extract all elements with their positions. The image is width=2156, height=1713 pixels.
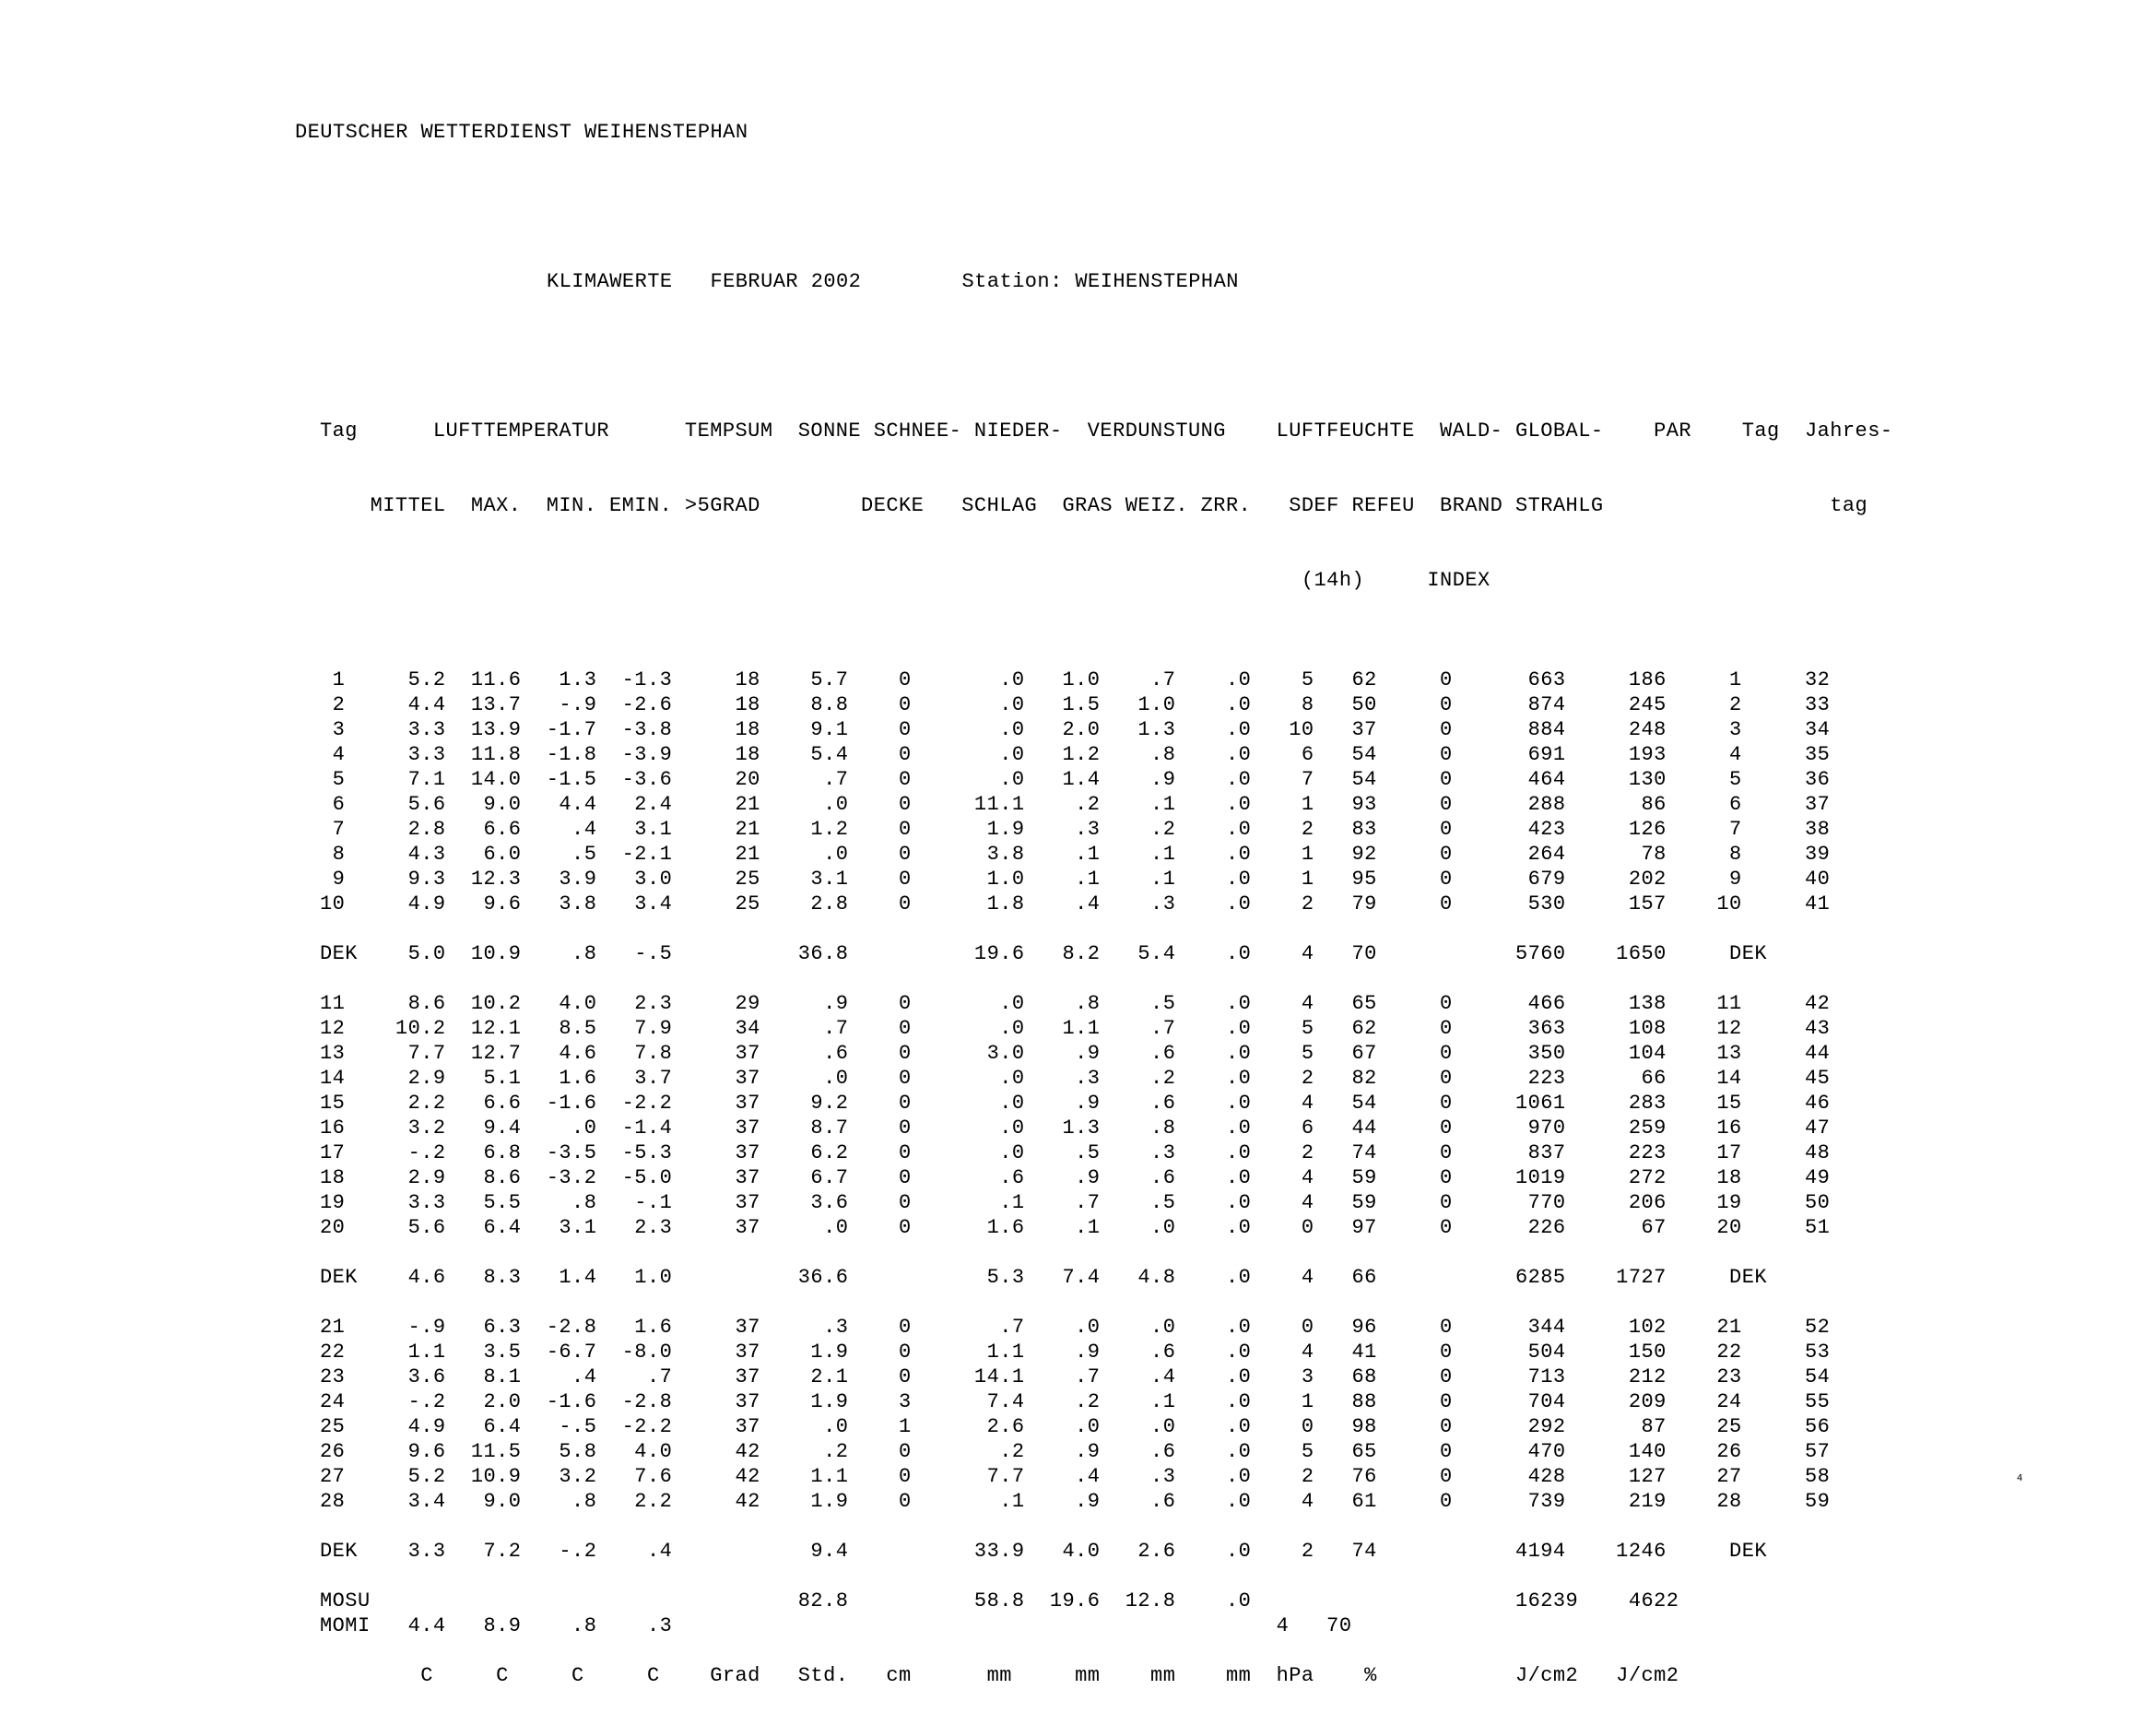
table-row: 17 -.2 6.8 -3.5 -5.3 37 6.2 0 .0 .5 .3 .0 2 74 0 837 223 17 48 bbox=[320, 1141, 1831, 1164]
table-row: 12 10.2 12.1 8.5 7.9 34 .7 0 .0 1.1 .7 .0 5 62 0 363 108 12 43 bbox=[320, 1017, 1831, 1040]
table-row: 18 2.9 8.6 -3.2 -5.0 37 6.7 0 .6 .9 .6 .0 4 59 0 1019 272 18 49 bbox=[320, 1166, 1831, 1189]
table-row: 16 3.2 9.4 .0 -1.4 37 8.7 0 .0 1.3 .8 .0 6 44 0 970 259 16 47 bbox=[320, 1116, 1831, 1140]
table-row: 24 -.2 2.0 -1.6 -2.8 37 1.9 3 7.4 .2 .1 .0 1 88 0 704 209 24 55 bbox=[320, 1390, 1831, 1413]
table-row: 6 5.6 9.0 4.4 2.4 21 .0 0 11.1 .2 .1 .0 1 93 0 288 86 6 37 bbox=[320, 793, 1831, 816]
table-row: 14 2.9 5.1 1.6 3.7 37 .0 0 .0 .3 .2 .0 2 82 0 223 66 14 45 bbox=[320, 1067, 1831, 1090]
table-row: 19 3.3 5.5 .8 -.1 37 3.6 0 .1 .7 .5 .0 4 59 0 770 206 19 50 bbox=[320, 1191, 1831, 1214]
table-row: 28 3.4 9.0 .8 2.2 42 1.9 0 .1 .9 .6 .0 4 61 0 739 219 28 59 bbox=[320, 1490, 1831, 1513]
column-header-row: MITTEL MAX. MIN. EMIN. >5GRAD DECKE SCHLAG GRAS WEIZ. ZRR. SDEF REFEU BRAND STRAHLG tag bbox=[320, 494, 1868, 517]
climate-report bbox=[295, 70, 1893, 1713]
table-row: 10 4.9 9.6 3.8 3.4 25 2.8 0 1.8 .4 .3 .0 2 79 0 530 157 10 41 bbox=[320, 892, 1831, 916]
table-row: 9 9.3 12.3 3.9 3.0 25 3.1 0 1.0 .1 .1 .0 1 95 0 679 202 9 40 bbox=[320, 868, 1831, 891]
table-row: 5 7.1 14.0 -1.5 -3.6 20 .7 0 .0 1.4 .9 .0 7 54 0 464 130 5 36 bbox=[320, 768, 1831, 791]
table-row: 4 3.3 11.8 -1.8 -3.9 18 5.4 0 .0 1.2 .8 .0 6 54 0 691 193 4 35 bbox=[320, 743, 1831, 766]
data-table bbox=[295, 643, 1893, 1688]
table-row: 13 7.7 12.7 4.6 7.8 37 .6 0 3.0 .9 .6 .0 5 67 0 350 104 13 44 bbox=[320, 1042, 1831, 1065]
page-corner-mark: 4 bbox=[2017, 1473, 2023, 1483]
table-row: 8 4.3 6.0 .5 -2.1 21 .0 0 3.8 .1 .1 .0 1 92 0 264 78 8 39 bbox=[320, 843, 1831, 866]
table-row: 21 -.9 6.3 -2.8 1.6 37 .3 0 .7 .0 .0 .0 0 96 0 344 102 21 52 bbox=[320, 1316, 1831, 1339]
blank-line bbox=[320, 966, 1893, 991]
blank-line bbox=[320, 1240, 1893, 1265]
institution-title: DEUTSCHER WETTERDIENST WEIHENSTEPHAN bbox=[295, 121, 748, 144]
blank-line bbox=[295, 195, 1893, 219]
report-title: KLIMAWERTE FEBRUAR 2002 Station: WEIHENSTEPHAN bbox=[547, 270, 1239, 293]
column-header-row: Tag LUFTTEMPERATUR TEMPSUM SONNE SCHNEE- NIEDER- VERDUNSTUNG LUFTFEUCHTE WALD- GLOBAL- PAR Tag Jahres- bbox=[320, 419, 1893, 443]
table-row: 27 5.2 10.9 3.2 7.6 42 1.1 0 7.7 .4 .3 .0 2 76 0 428 127 27 58 bbox=[320, 1465, 1831, 1488]
table-row: 7 2.8 6.6 .4 3.1 21 1.2 0 1.9 .3 .2 .0 2 83 0 423 126 7 38 bbox=[320, 818, 1831, 841]
units-row: C C C C Grad Std. cm mm mm mm mm hPa % J/cm2 J/cm2 bbox=[320, 1664, 1679, 1687]
table-row: 2 4.4 13.7 -.9 -2.6 18 8.8 0 .0 1.5 1.0 .0 8 50 0 874 245 2 33 bbox=[320, 693, 1831, 716]
table-row: 1 5.2 11.6 1.3 -1.3 18 5.7 0 .0 1.0 .7 .0 5 62 0 663 186 1 32 bbox=[320, 668, 1831, 691]
blank-line bbox=[320, 1638, 1893, 1663]
table-row: 11 8.6 10.2 4.0 2.3 29 .9 0 .0 .8 .5 .0 4 65 0 466 138 11 42 bbox=[320, 992, 1831, 1015]
table-row: 22 1.1 3.5 -6.7 -8.0 37 1.9 0 1.1 .9 .6 .0 4 41 0 504 150 22 53 bbox=[320, 1341, 1831, 1364]
table-row: 3 3.3 13.9 -1.7 -3.8 18 9.1 0 .0 2.0 1.3 .0 10 37 0 884 248 3 34 bbox=[320, 718, 1831, 741]
table-row: 26 9.6 11.5 5.8 4.0 42 .2 0 .2 .9 .6 .0 5 65 0 470 140 26 57 bbox=[320, 1440, 1831, 1463]
table-row: 20 5.6 6.4 3.1 2.3 37 .0 0 1.6 .1 .0 .0 0 97 0 226 67 20 51 bbox=[320, 1216, 1831, 1239]
blank-line bbox=[320, 916, 1893, 941]
monthly-mean-row: MOMI 4.4 8.9 .8 .3 4 70 bbox=[320, 1614, 1352, 1637]
blank-line bbox=[295, 344, 1893, 369]
table-row: 23 3.6 8.1 .4 .7 37 2.1 0 14.1 .7 .4 .0 3 68 0 713 212 23 54 bbox=[320, 1365, 1831, 1388]
decade-summary-row: DEK 3.3 7.2 -.2 .4 9.4 33.9 4.0 2.6 .0 2 74 4194 1246 DEK bbox=[320, 1540, 1767, 1563]
table-row: 15 2.2 6.6 -1.6 -2.2 37 9.2 0 .0 .9 .6 .0 4 54 0 1061 283 15 46 bbox=[320, 1092, 1831, 1115]
table-row: 25 4.9 6.4 -.5 -2.2 37 .0 1 2.6 .0 .0 .0 0 98 0 292 87 25 56 bbox=[320, 1415, 1831, 1438]
blank-line bbox=[320, 1564, 1893, 1589]
decade-summary-row: DEK 5.0 10.9 .8 -.5 36.8 19.6 8.2 5.4 .0 4 70 5760 1650 DEK bbox=[320, 942, 1767, 965]
blank-line bbox=[320, 643, 1893, 667]
blank-line bbox=[320, 1290, 1893, 1315]
monthly-sum-row: MOSU 82.8 58.8 19.6 12.8 .0 16239 4622 bbox=[320, 1589, 1679, 1613]
column-header-row: (14h) INDEX bbox=[320, 569, 1490, 592]
decade-summary-row: DEK 4.6 8.3 1.4 1.0 36.6 5.3 7.4 4.8 .0 4 66 6285 1727 DEK bbox=[320, 1266, 1767, 1289]
